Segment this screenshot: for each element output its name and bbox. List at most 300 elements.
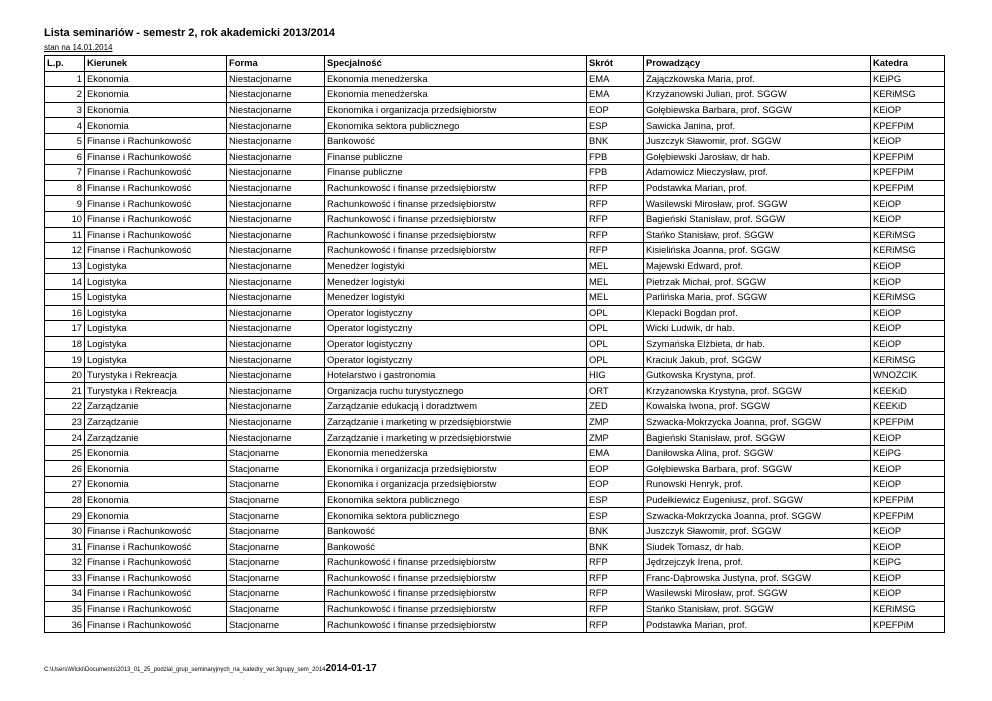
cell-skrot: MEL [587, 274, 644, 290]
cell-katedra: KEiOP [871, 586, 945, 602]
cell-forma: Niestacjonarne [227, 133, 325, 149]
cell-skrot: MEL [587, 289, 644, 305]
cell-prowadzacy: Pudełkiewicz Eugeniusz, prof. SGGW [644, 492, 871, 508]
cell-lp: 18 [45, 336, 85, 352]
cell-specjalnosc: Bankowość [325, 523, 587, 539]
cell-prowadzacy: Szymańska Elżbieta, dr hab. [644, 336, 871, 352]
cell-prowadzacy: Juszczyk Sławomir, prof. SGGW [644, 523, 871, 539]
cell-prowadzacy: Stańko Stanisław, prof. SGGW [644, 227, 871, 243]
cell-prowadzacy: Sawicka Janina, prof. [644, 118, 871, 134]
cell-prowadzacy: Podstawka Marian, prof. [644, 180, 871, 196]
table-row [45, 430, 945, 446]
cell-lp: 29 [45, 508, 85, 524]
table-row [45, 305, 945, 321]
cell-prowadzacy: Gołębiewska Barbara, prof. SGGW [644, 461, 871, 477]
cell-prowadzacy: Zajączkowska Maria, prof. [644, 71, 871, 87]
cell-forma: Stacjonarne [227, 617, 325, 633]
cell-forma: Niestacjonarne [227, 243, 325, 259]
cell-lp: 5 [45, 133, 85, 149]
cell-katedra: KERiMSG [871, 352, 945, 368]
cell-specjalnosc: Zarządzanie i marketing w przedsiębiorstwie [325, 430, 587, 446]
cell-katedra: KEEKiD [871, 399, 945, 415]
cell-specjalnosc: Rachunkowość i finanse przedsiębiorstw [325, 211, 587, 227]
cell-prowadzacy: Majewski Edward, prof. [644, 258, 871, 274]
cell-forma: Niestacjonarne [227, 321, 325, 337]
cell-prowadzacy: Bagieński Stanisław, prof. SGGW [644, 430, 871, 446]
cell-forma: Stacjonarne [227, 555, 325, 571]
table-row [45, 196, 945, 212]
cell-kierunek: Finanse i Rachunkowość [85, 523, 227, 539]
cell-katedra: KEiOP [871, 305, 945, 321]
cell-skrot: MEL [587, 258, 644, 274]
cell-forma: Stacjonarne [227, 461, 325, 477]
cell-specjalnosc: Operator logistyczny [325, 305, 587, 321]
cell-prowadzacy: Wicki Ludwik, dr hab. [644, 321, 871, 337]
cell-forma: Niestacjonarne [227, 71, 325, 87]
cell-katedra: KEiOP [871, 430, 945, 446]
seminar-table [44, 55, 945, 633]
cell-kierunek: Finanse i Rachunkowość [85, 211, 227, 227]
cell-katedra: KPEFPiM [871, 508, 945, 524]
cell-kierunek: Finanse i Rachunkowość [85, 165, 227, 181]
header-katedra: Katedra [871, 56, 945, 72]
cell-katedra: KEiPG [871, 445, 945, 461]
cell-skrot: ESP [587, 508, 644, 524]
cell-lp: 15 [45, 289, 85, 305]
cell-skrot: RFP [587, 211, 644, 227]
cell-lp: 8 [45, 180, 85, 196]
cell-prowadzacy: Franc-Dąbrowska Justyna, prof. SGGW [644, 570, 871, 586]
table-row [45, 617, 945, 633]
cell-specjalnosc: Ekonomia menedżerska [325, 445, 587, 461]
cell-prowadzacy: Stańko Stanisław, prof. SGGW [644, 601, 871, 617]
cell-lp: 14 [45, 274, 85, 290]
cell-specjalnosc: Rachunkowość i finanse przedsiębiorstw [325, 227, 587, 243]
table-row [45, 211, 945, 227]
cell-kierunek: Logistyka [85, 321, 227, 337]
cell-kierunek: Finanse i Rachunkowość [85, 243, 227, 259]
cell-kierunek: Logistyka [85, 305, 227, 321]
cell-skrot: BNK [587, 539, 644, 555]
cell-lp: 4 [45, 118, 85, 134]
cell-katedra: KEiOP [871, 523, 945, 539]
cell-specjalnosc: Ekonomika i organizacja przedsiębiorstw [325, 477, 587, 493]
cell-lp: 17 [45, 321, 85, 337]
cell-prowadzacy: Krzyżanowski Julian, prof. SGGW [644, 87, 871, 103]
cell-lp: 22 [45, 399, 85, 415]
table-header-row [45, 56, 945, 72]
cell-skrot: OPL [587, 305, 644, 321]
cell-kierunek: Logistyka [85, 274, 227, 290]
cell-katedra: KEiOP [871, 570, 945, 586]
cell-lp: 30 [45, 523, 85, 539]
cell-lp: 31 [45, 539, 85, 555]
cell-specjalnosc: Bankowość [325, 539, 587, 555]
table-row [45, 539, 945, 555]
cell-skrot: OPL [587, 352, 644, 368]
cell-katedra: KEiOP [871, 274, 945, 290]
cell-prowadzacy: Runowski Henryk, prof. [644, 477, 871, 493]
cell-kierunek: Ekonomia [85, 461, 227, 477]
cell-lp: 36 [45, 617, 85, 633]
cell-prowadzacy: Adamowicz Mieczysław, prof. [644, 165, 871, 181]
cell-specjalnosc: Menedżer logistyki [325, 258, 587, 274]
cell-forma: Stacjonarne [227, 539, 325, 555]
cell-specjalnosc: Ekonomika i organizacja przedsiębiorstw [325, 102, 587, 118]
page-title: Lista seminariów - semestr 2, rok akademicki 2013/2014 [44, 27, 336, 39]
cell-forma: Niestacjonarne [227, 211, 325, 227]
cell-katedra: KPEFPiM [871, 165, 945, 181]
cell-kierunek: Finanse i Rachunkowość [85, 617, 227, 633]
cell-kierunek: Finanse i Rachunkowość [85, 539, 227, 555]
cell-kierunek: Ekonomia [85, 118, 227, 134]
cell-kierunek: Turystyka i Rekreacja [85, 367, 227, 383]
cell-prowadzacy: Klepacki Bogdan prof. [644, 305, 871, 321]
cell-skrot: OPL [587, 321, 644, 337]
cell-skrot: FPB [587, 149, 644, 165]
cell-lp: 27 [45, 477, 85, 493]
table-row [45, 118, 945, 134]
cell-kierunek: Zarządzanie [85, 430, 227, 446]
cell-lp: 28 [45, 492, 85, 508]
cell-prowadzacy: Kraciuk Jakub, prof. SGGW [644, 352, 871, 368]
cell-prowadzacy: Gołębiewski Jarosław, dr hab. [644, 149, 871, 165]
cell-katedra: KEiOP [871, 336, 945, 352]
cell-specjalnosc: Operator logistyczny [325, 352, 587, 368]
cell-prowadzacy: Kisielińska Joanna, prof. SGGW [644, 243, 871, 259]
cell-forma: Stacjonarne [227, 508, 325, 524]
table-row [45, 87, 945, 103]
cell-forma: Stacjonarne [227, 601, 325, 617]
cell-katedra: KPEFPiM [871, 149, 945, 165]
cell-kierunek: Ekonomia [85, 477, 227, 493]
cell-specjalnosc: Ekonomia menedżerska [325, 87, 587, 103]
cell-specjalnosc: Operator logistyczny [325, 336, 587, 352]
cell-lp: 3 [45, 102, 85, 118]
table-row [45, 570, 945, 586]
table-row [45, 555, 945, 571]
cell-kierunek: Logistyka [85, 336, 227, 352]
header-skrot: Skrót [587, 56, 644, 72]
cell-forma: Niestacjonarne [227, 196, 325, 212]
table-row [45, 258, 945, 274]
table-row [45, 383, 945, 399]
cell-katedra: KEEKiD [871, 383, 945, 399]
cell-katedra: KEiPG [871, 555, 945, 571]
cell-kierunek: Finanse i Rachunkowość [85, 196, 227, 212]
cell-skrot: EMA [587, 71, 644, 87]
cell-katedra: KERiMSG [871, 243, 945, 259]
cell-prowadzacy: Kowalska Iwona, prof. SGGW [644, 399, 871, 415]
cell-specjalnosc: Rachunkowość i finanse przedsiębiorstw [325, 601, 587, 617]
cell-lp: 35 [45, 601, 85, 617]
cell-katedra: KEiOP [871, 477, 945, 493]
cell-specjalnosc: Ekonomika i organizacja przedsiębiorstw [325, 461, 587, 477]
cell-forma: Stacjonarne [227, 445, 325, 461]
cell-specjalnosc: Operator logistyczny [325, 321, 587, 337]
cell-lp: 13 [45, 258, 85, 274]
cell-specjalnosc: Finanse publiczne [325, 149, 587, 165]
cell-forma: Niestacjonarne [227, 258, 325, 274]
cell-lp: 26 [45, 461, 85, 477]
cell-skrot: ESP [587, 492, 644, 508]
cell-specjalnosc: Ekonomika sektora publicznego [325, 492, 587, 508]
cell-specjalnosc: Zarządzanie i marketing w przedsiębiorstwie [325, 414, 587, 430]
cell-kierunek: Ekonomia [85, 71, 227, 87]
cell-lp: 20 [45, 367, 85, 383]
cell-katedra: KPEFPiM [871, 414, 945, 430]
cell-specjalnosc: Organizacja ruchu turystycznego [325, 383, 587, 399]
cell-kierunek: Finanse i Rachunkowość [85, 570, 227, 586]
table-row [45, 274, 945, 290]
table-row [45, 414, 945, 430]
table-body [45, 71, 945, 632]
cell-forma: Niestacjonarne [227, 180, 325, 196]
cell-kierunek: Zarządzanie [85, 399, 227, 415]
cell-prowadzacy: Jędrzejczyk Irena, prof. [644, 555, 871, 571]
cell-kierunek: Ekonomia [85, 492, 227, 508]
cell-katedra: KEiOP [871, 461, 945, 477]
cell-kierunek: Finanse i Rachunkowość [85, 227, 227, 243]
table-row [45, 492, 945, 508]
cell-kierunek: Zarządzanie [85, 414, 227, 430]
cell-lp: 6 [45, 149, 85, 165]
cell-skrot: OPL [587, 336, 644, 352]
cell-skrot: RFP [587, 555, 644, 571]
cell-lp: 1 [45, 71, 85, 87]
cell-forma: Niestacjonarne [227, 289, 325, 305]
cell-skrot: HIG [587, 367, 644, 383]
cell-katedra: KPEFPiM [871, 617, 945, 633]
cell-specjalnosc: Rachunkowość i finanse przedsiębiorstw [325, 243, 587, 259]
table-row [45, 352, 945, 368]
footer-file-path: C:\Users\Wicki\Documents\2013_01_25_podzial_grup_seminaryjnych_na_katedry_ver.3grupy_sem_2014 [44, 667, 326, 673]
cell-skrot: RFP [587, 601, 644, 617]
cell-specjalnosc: Finanse publiczne [325, 165, 587, 181]
cell-forma: Niestacjonarne [227, 352, 325, 368]
cell-skrot: RFP [587, 570, 644, 586]
table-row [45, 165, 945, 181]
cell-kierunek: Finanse i Rachunkowość [85, 133, 227, 149]
cell-lp: 10 [45, 211, 85, 227]
cell-specjalnosc: Rachunkowość i finanse przedsiębiorstw [325, 196, 587, 212]
cell-skrot: EOP [587, 477, 644, 493]
cell-forma: Stacjonarne [227, 477, 325, 493]
table-row [45, 399, 945, 415]
cell-forma: Niestacjonarne [227, 336, 325, 352]
cell-skrot: ZMP [587, 414, 644, 430]
cell-prowadzacy: Szwacka-Mokrzycka Joanna, prof. SGGW [644, 414, 871, 430]
table-row [45, 445, 945, 461]
cell-katedra: KERiMSG [871, 87, 945, 103]
cell-lp: 25 [45, 445, 85, 461]
cell-lp: 16 [45, 305, 85, 321]
document-subtitle: stan na 14.01.2014 [44, 43, 113, 52]
cell-specjalnosc: Rachunkowość i finanse przedsiębiorstw [325, 570, 587, 586]
cell-prowadzacy: Gołębiewska Barbara, prof. SGGW [644, 102, 871, 118]
cell-prowadzacy: Gutkowska Krystyna, prof. [644, 367, 871, 383]
table-row [45, 321, 945, 337]
cell-lp: 21 [45, 383, 85, 399]
table-row [45, 367, 945, 383]
cell-lp: 9 [45, 196, 85, 212]
cell-skrot: EMA [587, 445, 644, 461]
cell-skrot: ESP [587, 118, 644, 134]
table-row [45, 336, 945, 352]
cell-specjalnosc: Hotelarstwo i gastronomia [325, 367, 587, 383]
cell-forma: Niestacjonarne [227, 227, 325, 243]
cell-forma: Stacjonarne [227, 492, 325, 508]
cell-forma: Niestacjonarne [227, 165, 325, 181]
cell-prowadzacy: Siudek Tomasz, dr hab. [644, 539, 871, 555]
cell-kierunek: Ekonomia [85, 445, 227, 461]
cell-specjalnosc: Rachunkowość i finanse przedsiębiorstw [325, 586, 587, 602]
table-row [45, 477, 945, 493]
cell-prowadzacy: Bagieński Stanisław, prof. SGGW [644, 211, 871, 227]
cell-specjalnosc: Rachunkowość i finanse przedsiębiorstw [325, 555, 587, 571]
cell-lp: 24 [45, 430, 85, 446]
cell-lp: 32 [45, 555, 85, 571]
cell-kierunek: Finanse i Rachunkowość [85, 555, 227, 571]
cell-kierunek: Finanse i Rachunkowość [85, 180, 227, 196]
cell-kierunek: Finanse i Rachunkowość [85, 586, 227, 602]
cell-kierunek: Ekonomia [85, 508, 227, 524]
cell-specjalnosc: Zarządzanie edukacją i doradztwem [325, 399, 587, 415]
cell-prowadzacy: Szwacka-Mokrzycka Joanna, prof. SGGW [644, 508, 871, 524]
cell-katedra: KERiMSG [871, 289, 945, 305]
header-kierunek: Kierunek [85, 56, 227, 72]
table-row [45, 149, 945, 165]
cell-prowadzacy: Wasilewski Mirosław, prof. SGGW [644, 586, 871, 602]
table-row [45, 523, 945, 539]
cell-katedra: KEiPG [871, 71, 945, 87]
cell-skrot: RFP [587, 196, 644, 212]
cell-lp: 23 [45, 414, 85, 430]
cell-forma: Niestacjonarne [227, 399, 325, 415]
cell-prowadzacy: Podstawka Marian, prof. [644, 617, 871, 633]
cell-lp: 19 [45, 352, 85, 368]
cell-specjalnosc: Rachunkowość i finanse przedsiębiorstw [325, 180, 587, 196]
footer-date: 2014-01-17 [325, 663, 377, 674]
cell-forma: Stacjonarne [227, 570, 325, 586]
cell-lp: 2 [45, 87, 85, 103]
header-forma: Forma [227, 56, 325, 72]
cell-forma: Niestacjonarne [227, 102, 325, 118]
cell-skrot: BNK [587, 523, 644, 539]
cell-forma: Niestacjonarne [227, 118, 325, 134]
cell-lp: 11 [45, 227, 85, 243]
cell-prowadzacy: Parlińska Maria, prof. SGGW [644, 289, 871, 305]
cell-skrot: EOP [587, 461, 644, 477]
cell-katedra: KEiOP [871, 196, 945, 212]
table-row [45, 102, 945, 118]
cell-forma: Niestacjonarne [227, 383, 325, 399]
cell-katedra: KPEFPiM [871, 180, 945, 196]
table-row [45, 508, 945, 524]
cell-kierunek: Ekonomia [85, 87, 227, 103]
table-row [45, 461, 945, 477]
cell-specjalnosc: Ekonomika sektora publicznego [325, 118, 587, 134]
cell-skrot: RFP [587, 180, 644, 196]
cell-skrot: RFP [587, 227, 644, 243]
table-row [45, 71, 945, 87]
cell-skrot: BNK [587, 133, 644, 149]
cell-lp: 7 [45, 165, 85, 181]
cell-specjalnosc: Bankowość [325, 133, 587, 149]
cell-prowadzacy: Juszczyk Sławomir, prof. SGGW [644, 133, 871, 149]
cell-skrot: RFP [587, 243, 644, 259]
cell-skrot: ZED [587, 399, 644, 415]
header-specjalnosc: Specjalność [325, 56, 587, 72]
cell-kierunek: Finanse i Rachunkowość [85, 149, 227, 165]
cell-skrot: ORT [587, 383, 644, 399]
cell-forma: Niestacjonarne [227, 367, 325, 383]
cell-kierunek: Logistyka [85, 352, 227, 368]
cell-forma: Stacjonarne [227, 586, 325, 602]
cell-prowadzacy: Pietrzak Michał, prof. SGGW [644, 274, 871, 290]
cell-forma: Niestacjonarne [227, 274, 325, 290]
cell-specjalnosc: Rachunkowość i finanse przedsiębiorstw [325, 617, 587, 633]
header-prowadzacy: Prowadzący [644, 56, 871, 72]
cell-katedra: KERiMSG [871, 227, 945, 243]
cell-forma: Niestacjonarne [227, 149, 325, 165]
footer [44, 663, 377, 674]
cell-skrot: EOP [587, 102, 644, 118]
cell-skrot: EMA [587, 87, 644, 103]
cell-katedra: KEiOP [871, 133, 945, 149]
cell-specjalnosc: Menedżer logistyki [325, 274, 587, 290]
cell-katedra: KEiOP [871, 539, 945, 555]
cell-prowadzacy: Wasilewski Mirosław, prof. SGGW [644, 196, 871, 212]
cell-kierunek: Ekonomia [85, 102, 227, 118]
table-row [45, 227, 945, 243]
cell-katedra: KPEFPiM [871, 118, 945, 134]
cell-kierunek: Logistyka [85, 258, 227, 274]
cell-skrot: RFP [587, 586, 644, 602]
cell-katedra: KEiOP [871, 258, 945, 274]
cell-specjalnosc: Ekonomika sektora publicznego [325, 508, 587, 524]
cell-specjalnosc: Ekonomia menedżerska [325, 71, 587, 87]
cell-kierunek: Turystyka i Rekreacja [85, 383, 227, 399]
cell-prowadzacy: Krzyżanowska Krystyna, prof. SGGW [644, 383, 871, 399]
cell-katedra: KEiOP [871, 321, 945, 337]
cell-kierunek: Logistyka [85, 289, 227, 305]
table-row [45, 289, 945, 305]
table-row [45, 243, 945, 259]
cell-skrot: ZMP [587, 430, 644, 446]
cell-katedra: KEiOP [871, 211, 945, 227]
header-lp: L.p. [45, 56, 85, 72]
cell-kierunek: Finanse i Rachunkowość [85, 601, 227, 617]
cell-forma: Niestacjonarne [227, 414, 325, 430]
cell-prowadzacy: Daniłowska Alina, prof. SGGW [644, 445, 871, 461]
table-row [45, 586, 945, 602]
table-row [45, 180, 945, 196]
cell-forma: Niestacjonarne [227, 87, 325, 103]
cell-katedra: KEiOP [871, 102, 945, 118]
cell-katedra: KPEFPiM [871, 492, 945, 508]
cell-skrot: FPB [587, 165, 644, 181]
table-row [45, 133, 945, 149]
cell-forma: Niestacjonarne [227, 430, 325, 446]
cell-katedra: KERiMSG [871, 601, 945, 617]
cell-lp: 33 [45, 570, 85, 586]
cell-lp: 34 [45, 586, 85, 602]
cell-katedra: WNOZCIK [871, 367, 945, 383]
cell-skrot: RFP [587, 617, 644, 633]
cell-forma: Niestacjonarne [227, 305, 325, 321]
cell-lp: 12 [45, 243, 85, 259]
